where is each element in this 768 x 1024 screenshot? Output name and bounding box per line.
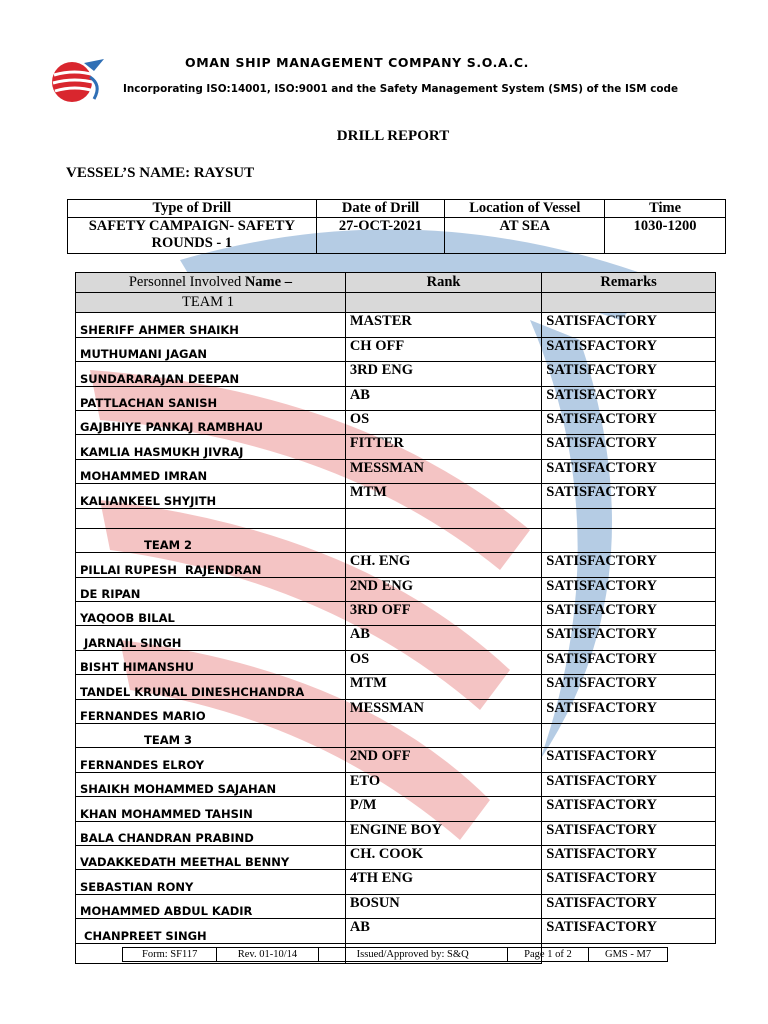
- table-row: [76, 748, 716, 772]
- form-footer: [122, 947, 668, 962]
- member-name: BISHT HIMANSHU: [76, 650, 346, 674]
- member-name: MOHAMMED ABDUL KADIR: [76, 894, 346, 918]
- remarks-header: Remarks: [542, 273, 716, 293]
- team-1-label: TEAM 1: [76, 293, 346, 313]
- member-rank: AB: [345, 386, 541, 410]
- empty-cell: [345, 724, 541, 748]
- empty-cell: [345, 293, 541, 313]
- team-2-members: [76, 553, 716, 724]
- table-row: [76, 919, 716, 943]
- table-row: [76, 459, 716, 483]
- member-name: KAMLIA HASMUKH JIVRAJ: [76, 435, 346, 459]
- member-name: PILLAI RUPESH RAJENDRAN: [76, 553, 346, 577]
- member-remarks: SATISFACTORY: [542, 919, 716, 943]
- team-3-label: TEAM 3: [76, 724, 346, 748]
- member-name: FERNANDES MARIO: [76, 699, 346, 723]
- footer-page: Page 1 of 2: [507, 948, 588, 962]
- member-name: SUNDARARAJAN DEEPAN: [76, 362, 346, 386]
- member-rank: 3RD ENG: [345, 362, 541, 386]
- table-row: [76, 553, 716, 577]
- team-1-members: [76, 313, 716, 508]
- vessel-name-line: [66, 165, 254, 182]
- member-remarks: SATISFACTORY: [542, 435, 716, 459]
- footer-issued-by: Issued/Approved by: S&Q: [318, 948, 507, 962]
- company-logo-icon: [50, 55, 106, 105]
- member-name: KALIANKEEL SHYJITH: [76, 484, 346, 508]
- member-name: YAQOOB BILAL: [76, 602, 346, 626]
- member-remarks: SATISFACTORY: [542, 577, 716, 601]
- empty-cell: [345, 528, 541, 552]
- member-name: MUTHUMANI JAGAN: [76, 337, 346, 361]
- member-name: PATTLACHAN SANISH: [76, 386, 346, 410]
- member-rank: CH OFF: [345, 337, 541, 361]
- drill-info-value-row: [68, 218, 726, 254]
- empty-cell: [542, 508, 716, 528]
- member-remarks: SATISFACTORY: [542, 410, 716, 434]
- table-row: [76, 772, 716, 796]
- member-remarks: SATISFACTORY: [542, 553, 716, 577]
- member-remarks: SATISFACTORY: [542, 675, 716, 699]
- table-row: [76, 845, 716, 869]
- drill-time-value: 1030-1200: [605, 218, 726, 254]
- member-remarks: SATISFACTORY: [542, 772, 716, 796]
- rank-header: Rank: [345, 273, 541, 293]
- member-name: KHAN MOHAMMED TAHSIN: [76, 797, 346, 821]
- drill-date-value: 27-OCT-2021: [316, 218, 445, 254]
- table-row: [76, 821, 716, 845]
- member-rank: MESSMAN: [345, 699, 541, 723]
- member-remarks: SATISFACTORY: [542, 337, 716, 361]
- member-name: VADAKKEDATH MEETHAL BENNY: [76, 845, 346, 869]
- member-remarks: SATISFACTORY: [542, 484, 716, 508]
- member-remarks: SATISFACTORY: [542, 699, 716, 723]
- member-remarks: SATISFACTORY: [542, 748, 716, 772]
- table-row: [76, 797, 716, 821]
- table-row: [76, 870, 716, 894]
- member-name: JARNAIL SINGH: [76, 626, 346, 650]
- member-name: MOHAMMED IMRAN: [76, 459, 346, 483]
- member-remarks: SATISFACTORY: [542, 650, 716, 674]
- member-rank: 3RD OFF: [345, 602, 541, 626]
- table-row: [76, 699, 716, 723]
- header-location: Location of Vessel: [445, 200, 605, 218]
- table-row: [76, 602, 716, 626]
- member-remarks: SATISFACTORY: [542, 894, 716, 918]
- footer-gms-code: GMS - M7: [589, 948, 668, 962]
- empty-cell: [542, 528, 716, 552]
- member-rank: AB: [345, 919, 541, 943]
- member-rank: ETO: [345, 772, 541, 796]
- iso-statement: Incorporating ISO:14001, ISO:9001 and the Safety Management System (SMS) of the ISM code: [123, 83, 679, 95]
- member-name: SHAIKH MOHAMMED SAJAHAN: [76, 772, 346, 796]
- member-name: GAJBHIYE PANKAJ RAMBHAU: [76, 410, 346, 434]
- member-rank: CH. ENG: [345, 553, 541, 577]
- footer-form-number: Form: SF117: [123, 948, 217, 962]
- member-remarks: SATISFACTORY: [542, 845, 716, 869]
- member-remarks: SATISFACTORY: [542, 870, 716, 894]
- header-type-of-drill: Type of Drill: [68, 200, 317, 218]
- member-name: SEBASTIAN RONY: [76, 870, 346, 894]
- table-row: [76, 337, 716, 361]
- drill-info-table: [67, 199, 726, 254]
- member-remarks: SATISFACTORY: [542, 386, 716, 410]
- table-row: [76, 626, 716, 650]
- table-row: [76, 577, 716, 601]
- drill-type-value: SAFETY CAMPAIGN- SAFETY ROUNDS - 1: [68, 218, 317, 254]
- member-remarks: SATISFACTORY: [542, 797, 716, 821]
- member-rank: FITTER: [345, 435, 541, 459]
- team-2-label: TEAM 2: [76, 528, 346, 552]
- team-1-row: [76, 293, 716, 313]
- member-rank: MTM: [345, 484, 541, 508]
- member-rank: ENGINE BOY: [345, 821, 541, 845]
- drill-location-value: AT SEA: [445, 218, 605, 254]
- table-row: [76, 386, 716, 410]
- member-rank: MESSMAN: [345, 459, 541, 483]
- member-rank: MASTER: [345, 313, 541, 337]
- member-remarks: SATISFACTORY: [542, 602, 716, 626]
- table-row: [76, 675, 716, 699]
- empty-cell: [345, 508, 541, 528]
- team-2-row: [76, 528, 716, 552]
- member-rank: MTM: [345, 675, 541, 699]
- table-row: [76, 484, 716, 508]
- member-name: TANDEL KRUNAL DINESHCHANDRA: [76, 675, 346, 699]
- empty-cell: [542, 724, 716, 748]
- member-remarks: SATISFACTORY: [542, 362, 716, 386]
- personnel-table: [75, 272, 716, 964]
- personnel-name-header: [76, 273, 346, 293]
- personnel-header-row: [76, 273, 716, 293]
- empty-cell: [76, 508, 346, 528]
- member-rank: 2ND ENG: [345, 577, 541, 601]
- member-rank: P/M: [345, 797, 541, 821]
- team-3-row: [76, 724, 716, 748]
- member-rank: 2ND OFF: [345, 748, 541, 772]
- vessel-label: VESSEL’S NAME:: [66, 165, 191, 181]
- table-row: [76, 894, 716, 918]
- footer-revision: Rev. 01-10/14: [217, 948, 318, 962]
- member-rank: OS: [345, 410, 541, 434]
- table-row: [76, 435, 716, 459]
- member-name: SHERIFF AHMER SHAIKH: [76, 313, 346, 337]
- table-row: [76, 410, 716, 434]
- report-title: DRILL REPORT: [336, 128, 450, 144]
- member-rank: OS: [345, 650, 541, 674]
- personnel-name-header-bold: Name –: [244, 274, 292, 290]
- company-name: OMAN SHIP MANAGEMENT COMPANY S.O.A.C.: [185, 55, 529, 70]
- team-3-members: [76, 748, 716, 943]
- member-name: DE RIPAN: [76, 577, 346, 601]
- table-row: [76, 650, 716, 674]
- vessel-name: RAYSUT: [193, 165, 255, 181]
- member-rank: CH. COOK: [345, 845, 541, 869]
- member-name: BALA CHANDRAN PRABIND: [76, 821, 346, 845]
- drill-info-header-row: [68, 200, 726, 218]
- member-remarks: SATISFACTORY: [542, 459, 716, 483]
- member-rank: 4TH ENG: [345, 870, 541, 894]
- header-time: Time: [605, 200, 726, 218]
- member-remarks: SATISFACTORY: [542, 626, 716, 650]
- member-remarks: SATISFACTORY: [542, 313, 716, 337]
- personnel-name-header-prefix: Personnel Involved: [128, 274, 245, 290]
- member-name: CHANPREET SINGH: [76, 919, 346, 943]
- member-name: FERNANDES ELROY: [76, 748, 346, 772]
- member-rank: BOSUN: [345, 894, 541, 918]
- table-row: [76, 362, 716, 386]
- table-row: [76, 313, 716, 337]
- empty-cell: [542, 293, 716, 313]
- member-remarks: SATISFACTORY: [542, 821, 716, 845]
- member-rank: AB: [345, 626, 541, 650]
- header-date-of-drill: Date of Drill: [316, 200, 445, 218]
- spacer-row: [76, 508, 716, 528]
